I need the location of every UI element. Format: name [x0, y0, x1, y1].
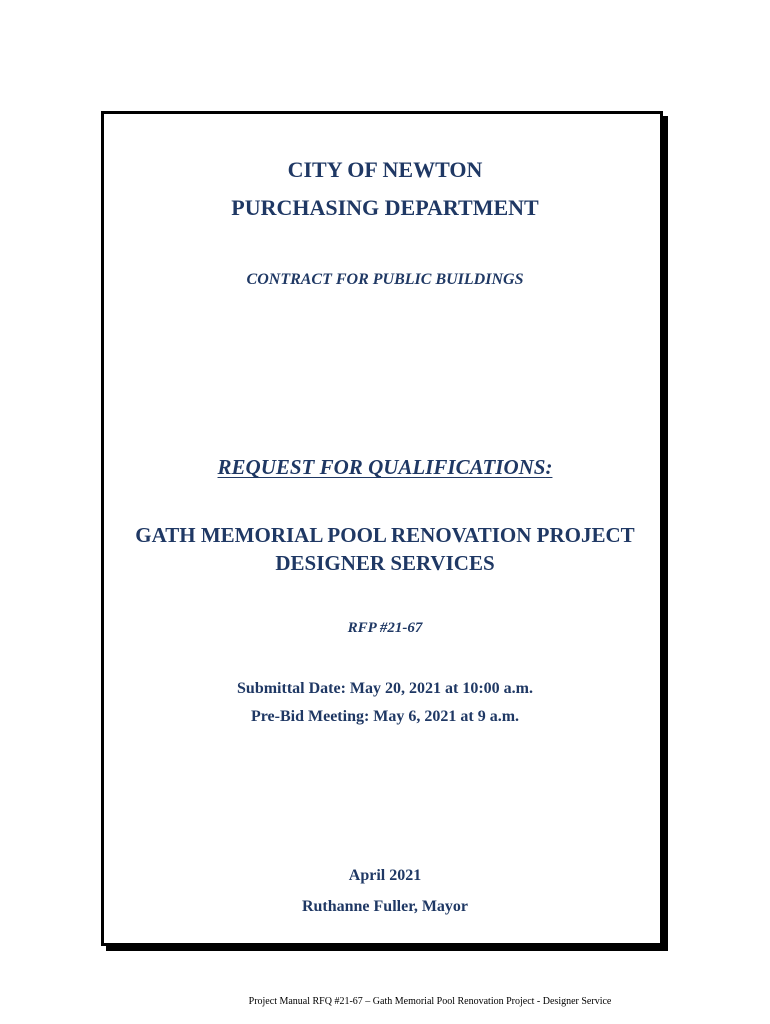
prebid-meeting: Pre-Bid Meeting: May 6, 2021 at 9 a.m.: [250, 708, 520, 725]
contract-type: CONTRACT FOR PUBLIC BUILDINGS: [246, 271, 524, 288]
mayor-name: Ruthanne Fuller, Mayor: [301, 898, 469, 915]
page-footer: Project Manual RFQ #21-67 – Gath Memorial Pool Renovation Project - Designer Service: [248, 996, 612, 1007]
request-heading: [0, 455, 770, 480]
request-heading-text: REQUEST FOR QUALIFICATIONS: [217, 455, 546, 479]
department-name: PURCHASING DEPARTMENT: [231, 195, 539, 220]
rfp-number: RFP #21-67: [347, 620, 423, 636]
city-name: CITY OF NEWTON: [287, 157, 483, 182]
project-title-line1: GATH MEMORIAL POOL RENOVATION PROJECT: [135, 523, 635, 547]
issue-date: April 2021: [348, 867, 422, 884]
submittal-date: Submittal Date: May 20, 2021 at 10:00 a.m.: [237, 680, 533, 697]
request-heading-colon: :: [545, 455, 553, 479]
project-title-line2: DESIGNER SERVICES: [275, 551, 495, 575]
